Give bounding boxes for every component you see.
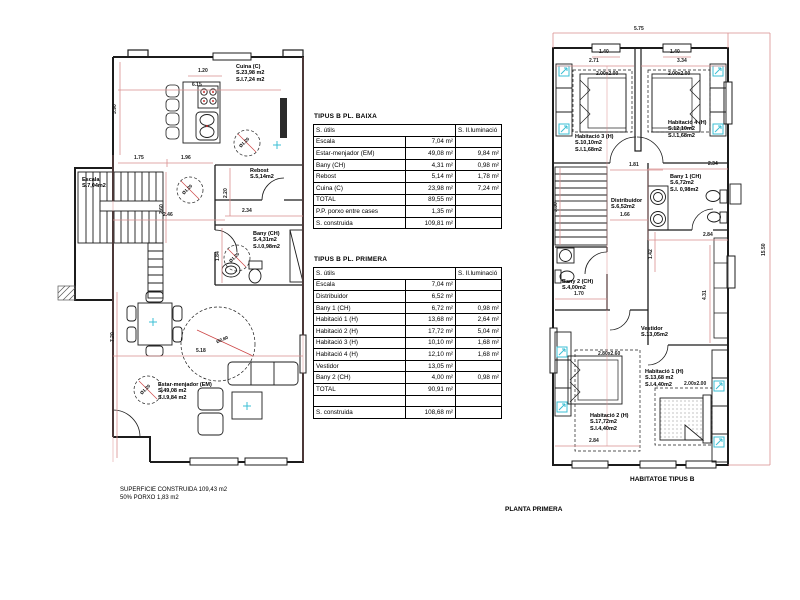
dim-2-46: 2.46 (163, 212, 173, 218)
room-utils-area: 12,10 m² (406, 349, 456, 361)
room-label: Estar-menjador (EM) (314, 148, 406, 160)
bed-size-hab4: 2.00x2.00 (668, 71, 691, 77)
room-ilum-area (456, 206, 502, 218)
room-label: Cuina (C) (314, 182, 406, 194)
dim-2-34-ground: 2.34 (242, 208, 252, 214)
dim-1-96: 1.96 (181, 155, 191, 161)
circle-label-living: Ø1.20 (139, 383, 152, 396)
circle-label-living-big: Ø2.60 (215, 334, 229, 345)
table-ground-title: TIPUS B PL. BAIXA (314, 113, 377, 120)
dim-4-31: 4.31 (702, 290, 708, 300)
room-label: Bany (CH) (314, 159, 406, 171)
dining-table (127, 292, 182, 356)
room-utils-area: 10,10 m² (406, 337, 456, 349)
dim-island-width: 1.20 (198, 68, 208, 74)
dim-1-75: 1.75 (134, 155, 144, 161)
dim-2-20: 2.20 (223, 188, 229, 198)
room-ilum-area (456, 407, 502, 419)
room-utils-area: 5,14 m² (406, 171, 456, 183)
room-utils-area: 49,08 m² (406, 148, 456, 160)
room-utils-area: 13,05 m² (406, 360, 456, 372)
table-row (314, 395, 502, 407)
table-first-body (314, 279, 502, 418)
room-utils-area: 6,52 m² (406, 291, 456, 303)
table-row (314, 325, 502, 337)
caption-planta-primera: PLANTA PRIMERA (505, 506, 563, 513)
room-ilum-area: 1,68 m² (456, 349, 502, 361)
room-utils-area: 4,31 m² (406, 159, 456, 171)
dim-kitchen-height: 3.90 (112, 104, 118, 114)
room-utils-area: 7,04 m² (406, 279, 456, 291)
dim-total-width: 5.75 (634, 26, 644, 32)
circle-label-bany: Ø1.20 (228, 251, 241, 264)
circle-label-corridor: Ø1.20 (181, 183, 194, 196)
table-row (314, 279, 502, 291)
dim-1-42: 1.42 (648, 249, 654, 259)
room-utils-area: 89,55 m² (406, 194, 456, 206)
room-ilum-area: 0,98 m² (456, 159, 502, 171)
room-label-habitacio2: Habitació 2 (H) S.17,72m2 S.I.4,40m2 (590, 413, 629, 432)
staircase-first (555, 167, 607, 245)
bedroom2-furniture (555, 332, 622, 416)
table-row (314, 349, 502, 361)
caption-superficie: SUPERFICIE CONSTRUIDA 109,43 m2 50% PORXO 1,83 m2 (120, 487, 228, 501)
table-row (314, 407, 502, 419)
col-header-iluminacio: S. Il.luminació (456, 125, 502, 137)
dim-2-34-first: 2.34 (708, 161, 718, 167)
col-header-utils: S. útils (314, 268, 456, 280)
dim-2-60: 2.60 (159, 204, 165, 214)
room-label-rebost: Rebost S.5,14m2 (250, 168, 274, 181)
room-ilum-area: 5,04 m² (456, 325, 502, 337)
caption-habitatge-tipus-b: HABITATGE TIPUS B (630, 476, 695, 483)
bathroom2-fixtures (555, 248, 574, 283)
room-ilum-area: 2,64 m² (456, 314, 502, 326)
bed-size-hab1: 2.00x2.00 (684, 381, 707, 387)
room-label: TOTAL (314, 383, 406, 395)
room-utils-area (406, 395, 456, 407)
room-utils-area: 108,68 m² (406, 407, 456, 419)
staircase-ground (78, 172, 163, 298)
table-row (314, 337, 502, 349)
room-label-estar-menjador: Estar-menjador (EM) S.49,08 m2 S.I.9,84 m2 (158, 382, 212, 401)
room-utils-area: 6,72 m² (406, 302, 456, 314)
room-label: Bany 2 (CH) (314, 372, 406, 384)
dim-2-84-top: 2.84 (703, 232, 713, 238)
vestidor-closet (714, 238, 728, 338)
table-row (314, 360, 502, 372)
kitchen-chairs (166, 85, 179, 139)
col-header-utils: S. útils (314, 125, 456, 137)
table-row (314, 217, 502, 229)
dim-3-30: 3.30 (553, 202, 559, 212)
room-label: Habitació 2 (H) (314, 325, 406, 337)
room-utils-area: 1,35 m² (406, 206, 456, 218)
room-label: Habitació 3 (H) (314, 337, 406, 349)
room-label: TOTAL (314, 194, 406, 206)
table-ground-body (314, 136, 502, 229)
room-ilum-area: 0,98 m² (456, 372, 502, 384)
bed-size-hab2: 2.80x2.60 (598, 351, 621, 357)
room-label: S. construida (314, 217, 406, 229)
table-row (314, 383, 502, 395)
table-row (314, 136, 502, 148)
dim-5-18: 5.18 (196, 348, 206, 354)
room-ilum-area: 1,78 m² (456, 171, 502, 183)
room-label-bany1: Bany 1 (CH) S.6,72m2 S.I. 0,98m2 (670, 174, 702, 193)
dim-7-20: 7.20 (110, 332, 116, 342)
room-ilum-area: 1,68 m² (456, 337, 502, 349)
room-ilum-area (456, 383, 502, 395)
table-row (314, 159, 502, 171)
first-floor-partitions (555, 163, 728, 345)
room-label-habitacio1: Habitació 1 (H) S.13,68 m2 S.I.4,40m2 (645, 369, 684, 388)
table-row (314, 291, 502, 303)
room-ilum-area (456, 291, 502, 303)
room-utils-area: 4,00 m² (406, 372, 456, 384)
table-row (314, 194, 502, 206)
dim-total-height: 15.50 (761, 243, 767, 256)
room-label: Escala (314, 279, 406, 291)
room-ilum-area (456, 360, 502, 372)
room-ilum-area: 0,98 m² (456, 302, 502, 314)
dim-2-84-bottom: 2.84 (589, 438, 599, 444)
room-ilum-area (456, 194, 502, 206)
dim-kitchen-width: 6.15 (192, 82, 202, 88)
col-header-iluminacio: S. Il.luminació (456, 268, 502, 280)
dim-window-hab3: 1.40 (599, 49, 609, 55)
dim-1-84: 1.84 (215, 251, 221, 261)
table-row (314, 148, 502, 160)
room-label-distribuidor: Distribuidor S.6,52m2 (611, 198, 643, 211)
room-label-bany2: Bany 2 (CH) S.4,00m2 (562, 279, 594, 292)
room-ilum-area (456, 217, 502, 229)
room-ilum-area (456, 395, 502, 407)
room-utils-area: 90,91 m² (406, 383, 456, 395)
room-utils-area: 109,81 m² (406, 217, 456, 229)
room-label: Bany 1 (CH) (314, 302, 406, 314)
dim-window-hab4: 1.40 (670, 49, 680, 55)
room-label-habitacio4: Habitació 4 (H) S.12,10m2 S.I.1,68m2 (668, 120, 707, 139)
room-label-vestidor: Vestidor S.13,05m2 (641, 326, 668, 339)
room-ilum-area (456, 279, 502, 291)
dim-1-81: 1.81 (629, 162, 639, 168)
room-utils-area: 13,68 m² (406, 314, 456, 326)
room-label: S. construida (314, 407, 406, 419)
room-utils-area: 7,04 m² (406, 136, 456, 148)
room-label-bany-ground: Bany (CH) S.4,31m2 S.I.0,98m2 (253, 231, 280, 250)
table-row (314, 171, 502, 183)
room-ilum-area (456, 136, 502, 148)
table-row (314, 314, 502, 326)
room-ilum-area: 9,84 m² (456, 148, 502, 160)
porch-hatch (58, 286, 75, 300)
room-utils-area: 17,72 m² (406, 325, 456, 337)
table-first-title: TIPUS B PL. PRIMERA (314, 256, 388, 263)
dim-3-34: 3.34 (677, 58, 687, 64)
table-row (314, 302, 502, 314)
room-label-habitacio3: Habitació 3 (H) S.10,10m2 S.I.1,68m2 (575, 134, 614, 153)
sofa-group (198, 362, 298, 435)
room-label: P.P. porxo entre cases (314, 206, 406, 218)
room-label-escala-ground: Escala S.7,04m2 (82, 177, 106, 190)
room-label: Rebost (314, 171, 406, 183)
ground-dim-lines (110, 57, 303, 462)
room-label: Vestidor (314, 360, 406, 372)
table-row (314, 182, 502, 194)
bed-size-hab3: 2.00x2.00 (596, 71, 619, 77)
room-ilum-area: 7,24 m² (456, 182, 502, 194)
kitchen-counter (280, 98, 287, 138)
room-label: Escala (314, 136, 406, 148)
room-label: Distribuidor (314, 291, 406, 303)
room-label-cuina: Cuina (C) S.23,98 m2 S.I.7,24 m2 (236, 64, 265, 83)
table-row (314, 206, 502, 218)
table-ground-floor (313, 113, 502, 229)
dim-1-66: 1.66 (620, 212, 630, 218)
table-row (314, 372, 502, 384)
circle-label-kitchen: Ø1.20 (238, 136, 251, 149)
room-label: Habitació 1 (H) (314, 314, 406, 326)
kitchen-island (183, 82, 220, 143)
room-label (314, 395, 406, 407)
table-first-floor (313, 256, 502, 419)
dim-1-70: 1.70 (574, 291, 584, 297)
room-label: Habitació 4 (H) (314, 349, 406, 361)
dim-2-71: 2.71 (589, 58, 599, 64)
room-utils-area: 23,98 m² (406, 182, 456, 194)
